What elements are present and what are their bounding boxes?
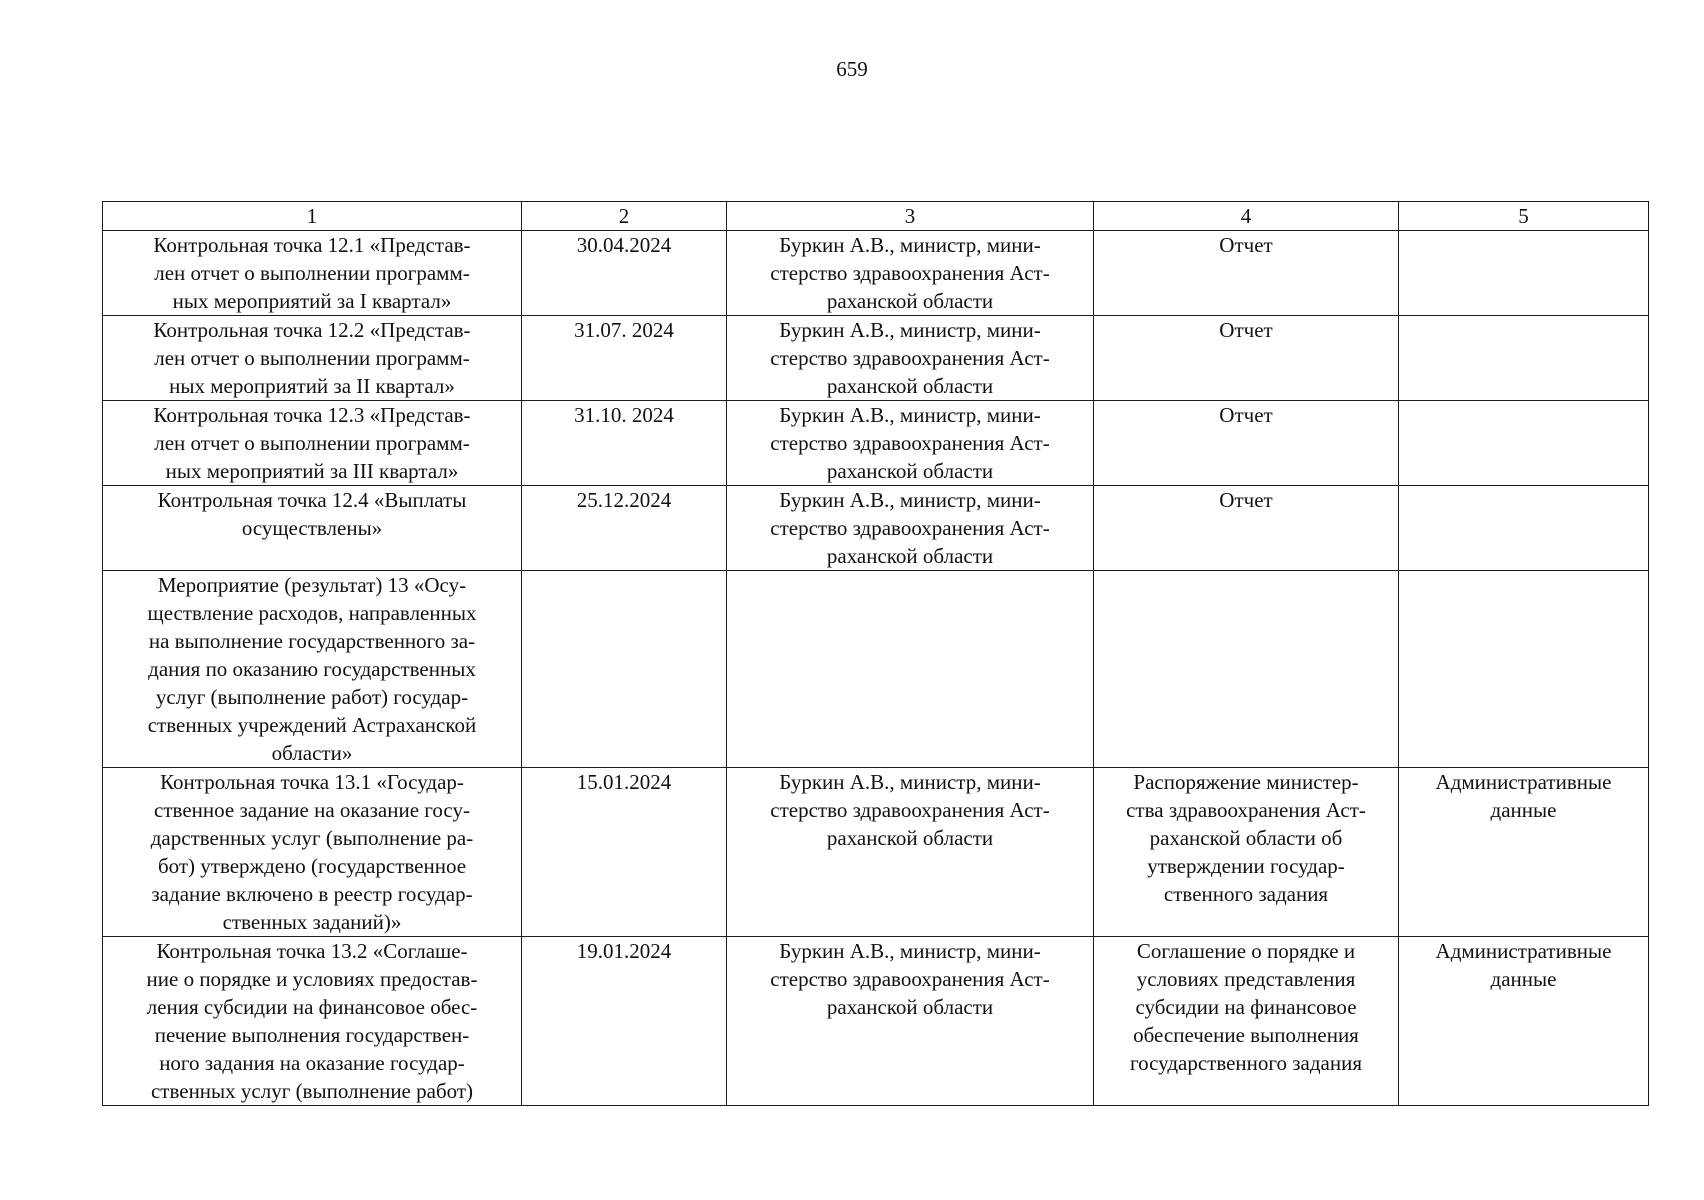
table-cell-event xyxy=(103,768,522,937)
cell-text: Контрольная точка 12.2 «Представ- лен отчет о выполнении программ- ных мероприятий за II квартал» xyxy=(153,318,471,398)
cell-text: Распоряжение министер- ства здравоохранения Аст- раханской области об утверждении государ- ственного задания xyxy=(1126,770,1366,906)
table-cell-event xyxy=(103,231,522,316)
cell-text: Контрольная точка 12.4 «Выплаты осуществлены» xyxy=(157,488,467,540)
cell-text: Буркин А.В., министр, мини- стерство здравоохранения Аст- раханской области xyxy=(770,233,1050,313)
table-cell-date xyxy=(522,316,727,401)
table-cell-document xyxy=(1094,937,1399,1106)
table-cell-event xyxy=(103,571,522,768)
table-cell-responsible xyxy=(727,401,1094,486)
table-cell-date xyxy=(522,401,727,486)
cell-text: 31.10. 2024 xyxy=(574,403,674,427)
table-cell-source xyxy=(1399,401,1649,486)
table-cell-source xyxy=(1399,937,1649,1106)
table-cell-event xyxy=(103,937,522,1106)
cell-text: 30.04.2024 xyxy=(576,233,672,257)
table-row xyxy=(103,401,1649,486)
column-header-1: 1 xyxy=(103,202,522,231)
table-cell-event xyxy=(103,316,522,401)
cell-text: Буркин А.В., министр, мини- стерство здравоохранения Аст- раханской области xyxy=(770,403,1050,483)
cell-text: Отчет xyxy=(1219,318,1273,342)
table-cell-date xyxy=(522,571,727,768)
table-cell-source xyxy=(1399,231,1649,316)
table-row xyxy=(103,768,1649,937)
cell-text: 25.12.2024 xyxy=(576,488,672,512)
table-row xyxy=(103,231,1649,316)
table-cell-responsible xyxy=(727,231,1094,316)
table-cell-event xyxy=(103,401,522,486)
column-header-2: 2 xyxy=(522,202,727,231)
table-cell-date xyxy=(522,231,727,316)
table-cell-source xyxy=(1399,486,1649,571)
table-cell-document xyxy=(1094,231,1399,316)
cell-text: Буркин А.В., министр, мини- стерство здравоохранения Аст- раханской области xyxy=(770,318,1050,398)
cell-text: 15.01.2024 xyxy=(576,770,672,794)
column-header-5: 5 xyxy=(1399,202,1649,231)
table-cell-document xyxy=(1094,401,1399,486)
cell-text: Контрольная точка 13.2 «Соглаше- ние о порядке и условиях предостав- ления субсидии на финансовое обес- печение выполнения государствен- ного задания на оказание государ- ственных услуг (выполнение работ) xyxy=(146,939,478,1103)
table-header-row xyxy=(103,202,1649,231)
table-cell-date xyxy=(522,937,727,1106)
table-row xyxy=(103,486,1649,571)
column-header-3: 3 xyxy=(727,202,1094,231)
table-cell-document xyxy=(1094,571,1399,768)
cell-text: 31.07. 2024 xyxy=(574,318,674,342)
cell-text: Отчет xyxy=(1219,403,1273,427)
cell-text: Буркин А.В., министр, мини- стерство здравоохранения Аст- раханской области xyxy=(770,770,1050,850)
cell-text: 19.01.2024 xyxy=(576,939,672,963)
cell-text: Контрольная точка 12.3 «Представ- лен отчет о выполнении программ- ных мероприятий за III квартал» xyxy=(153,403,471,483)
cell-text: Соглашение о порядке и условиях представления субсидии на финансовое обеспечение выполнения государственного задания xyxy=(1129,939,1363,1075)
cell-text: Буркин А.В., министр, мини- стерство здравоохранения Аст- раханской области xyxy=(770,488,1050,568)
page-number: 659 xyxy=(836,57,868,81)
cell-text: Контрольная точка 13.1 «Государ- ственное задание на оказание госу- дарственных услуг (выполнение ра- бот) утверждено (государственное задание включено в реестр государ- ственных заданий)» xyxy=(150,770,474,934)
table-cell-document xyxy=(1094,768,1399,937)
control-points-table xyxy=(102,201,1649,1106)
table-row xyxy=(103,937,1649,1106)
table-cell-responsible xyxy=(727,486,1094,571)
table-cell-document xyxy=(1094,486,1399,571)
table-cell-source xyxy=(1399,768,1649,937)
table-cell-responsible xyxy=(727,937,1094,1106)
table-cell-date xyxy=(522,768,727,937)
cell-text: Административные данные xyxy=(1435,770,1612,822)
cell-text: Мероприятие (результат) 13 «Осу- ществление расходов, направленных на выполнение государственного за- дания по оказанию государственных услуг (выполнение работ) государ- ственных учреждений Астраханской области» xyxy=(147,573,477,765)
cell-text: Отчет xyxy=(1219,488,1273,512)
table-cell-source xyxy=(1399,316,1649,401)
cell-text: Буркин А.В., министр, мини- стерство здравоохранения Аст- раханской области xyxy=(770,939,1050,1019)
table-cell-date xyxy=(522,486,727,571)
cell-text: Контрольная точка 12.1 «Представ- лен отчет о выполнении программ- ных мероприятий за I квартал» xyxy=(153,233,471,313)
table-cell-responsible xyxy=(727,571,1094,768)
table-cell-responsible xyxy=(727,768,1094,937)
table-cell-responsible xyxy=(727,316,1094,401)
table-cell-source xyxy=(1399,571,1649,768)
table-row xyxy=(103,571,1649,768)
column-header-4: 4 xyxy=(1094,202,1399,231)
table-cell-document xyxy=(1094,316,1399,401)
table-cell-event xyxy=(103,486,522,571)
cell-text: Административные данные xyxy=(1435,939,1612,991)
cell-text: Отчет xyxy=(1219,233,1273,257)
table-row xyxy=(103,316,1649,401)
